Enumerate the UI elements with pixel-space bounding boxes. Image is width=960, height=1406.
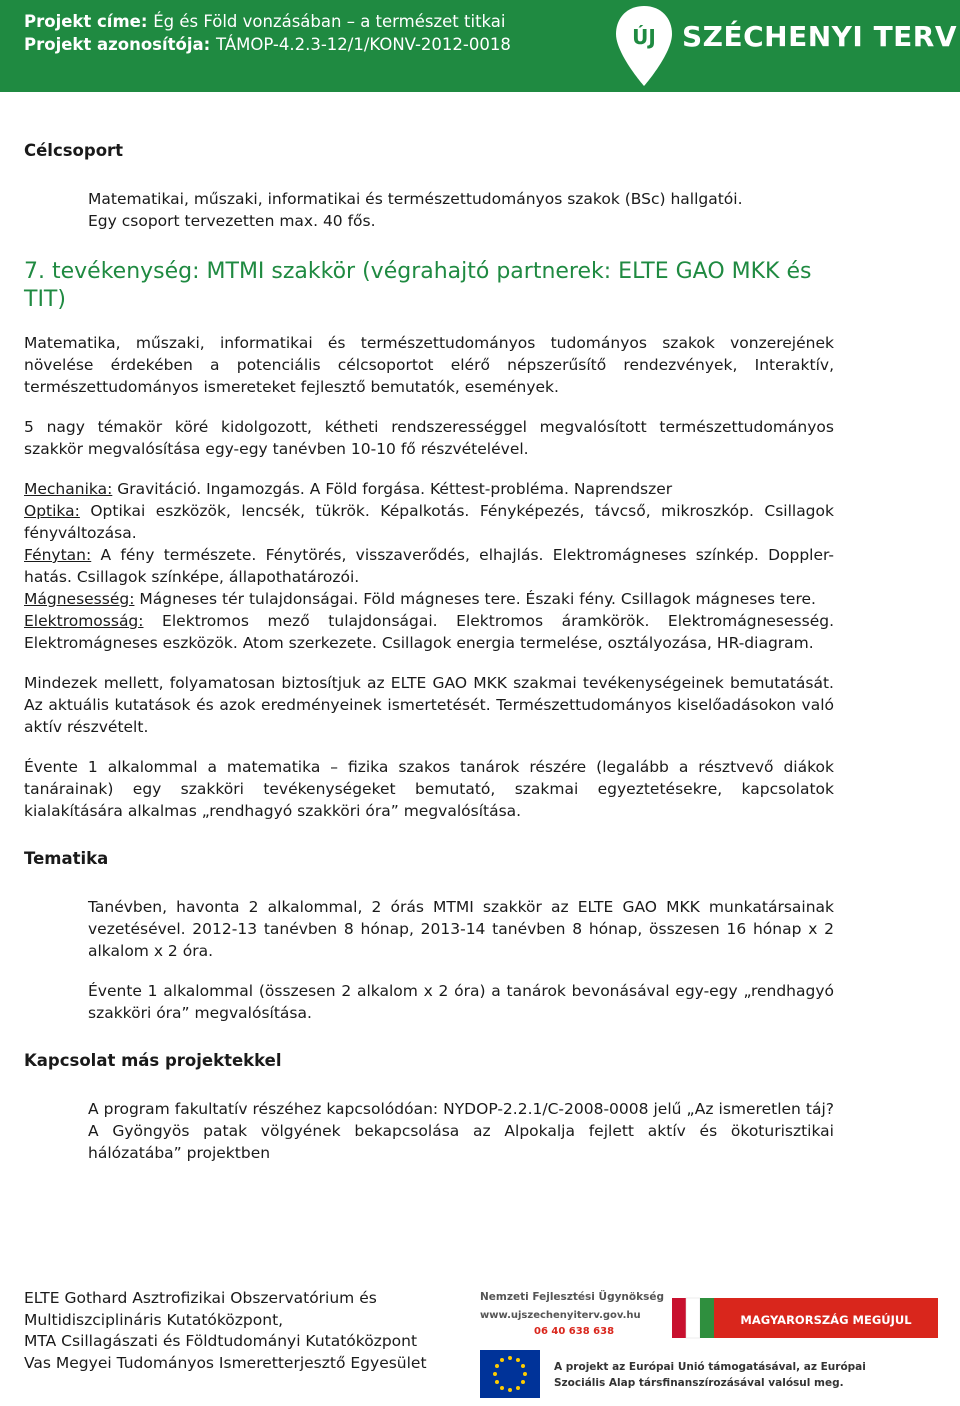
activity-title: 7. tevékenység: MTMI szakkör (végrahajtó partnerek: ELTE GAO MKK és TIT) — [24, 259, 812, 312]
kapcsolat-heading: Kapcsolat más projektekkel — [24, 1051, 282, 1070]
activity-para-4: Évente 1 alkalommal a matematika – fizika szakos tanárok részére (legalább a résztvevő diákok tanárainak) egy szakköri tevékenységeket bemutató, szakmai egyeztetésekre, kapcsolatok kialakítására alkalmas „rendhagyó szakköri óra” megvalósítása. — [24, 758, 834, 820]
topic-magnesesseg — [24, 588, 834, 610]
hungarian-flag-icon — [672, 1298, 714, 1338]
logo-big-text: SZÉCHENYI TERV — [682, 20, 958, 53]
tematika-para-1: Tanévben, havonta 2 alkalommal, 2 órás MTMI szakkör az ELTE GAO MKK munkatársainak vezetésével. 2012-13 tanévben 8 hónap, 2013-14 tanévben 8 hónap, összesen 16 hónap x 2 alkalom x 2 óra. — [88, 898, 834, 960]
nfu-url: www.ujszechenyiterv.gov.hu — [480, 1310, 641, 1321]
nfu-name: Nemzeti Fejlesztési Ügynökség — [480, 1291, 664, 1303]
project-title-label: Projekt címe: — [24, 12, 148, 31]
topic-label: Optika: — [24, 502, 80, 520]
topic-text: Optikai eszközök, lencsék, tükrök. Képalkotás. Fényképezés, távcső, mikroszkóp. Csillagok fényváltozása. — [24, 502, 834, 542]
celcsoport-heading: Célcsoport — [24, 141, 124, 160]
footer-line: Multidiszciplináris Kutatóközpont, — [24, 1310, 284, 1329]
activity-para-3: Mindezek mellett, folyamatosan biztosítjuk az ELTE GAO MKK szakmai tevékenységeinek bemutatását. Az aktuális kutatások és azok eredményeinek ismertetését. Természettudományos kiselőadásokon való aktív részvételt. — [24, 674, 834, 736]
map-pin-icon — [612, 4, 676, 88]
topic-elektromossag — [24, 610, 834, 654]
topic-mechanika — [24, 478, 834, 500]
footer-line: Vas Megyei Tudományos Ismeretterjesztő Egyesület — [24, 1353, 427, 1372]
topic-optika — [24, 500, 834, 544]
kapcsolat-para: A program fakultatív részéhez kapcsolódóan: NYDOP-2.2.1/C-2008-0008 jelű „Az ismeretlen táj? A Gyöngyös patak völgyének bekapcsolása az Alpokalja fejlett aktív és ökoturisztikai hálózatába” projektben — [88, 1100, 834, 1162]
topic-text: Elektromos mező tulajdonságai. Elektromos áramkörök. Elektromágnesesség. Elektromágneses eszközök. Atom szerkezete. Csillagok energia termelése, osztályozása, HR-diagram. — [24, 612, 834, 652]
footer-line: ELTE Gothard Asztrofizikai Obszervatórium és — [24, 1289, 377, 1307]
topic-label: Fénytan: — [24, 546, 92, 564]
footer — [0, 1278, 960, 1406]
tematika-block — [88, 896, 834, 1024]
topic-text: Mágneses tér tulajdonságai. Föld mágneses tere. Északi fény. Csillagok mágneses tere. — [134, 590, 816, 608]
project-info — [24, 10, 511, 56]
activity-para-2: 5 nagy témakör köré kidolgozott, kétheti rendszerességgel megvalósított természettudományos szakkör megvalósítása egy-egy tanévben 10-10 fő részvételével. — [24, 418, 834, 458]
eu-note-1: A projekt az Európai Unió támogatásával, az Európai — [554, 1361, 866, 1373]
nfu-phone: 06 40 638 638 — [534, 1326, 615, 1337]
header-bar — [0, 0, 960, 92]
document-body — [24, 140, 834, 1164]
topic-text: A fény természete. Fénytörés, visszaverődés, elhajlás. Elektromágneses színkép. Doppler-hatás. Csillagok színképe, állapothatározói. — [24, 546, 834, 586]
topic-text: Gravitáció. Ingamozgás. A Föld forgása. Kéttest-probléma. Naprendszer — [112, 480, 673, 498]
eu-flag-icon — [480, 1350, 540, 1398]
eu-note-2: Szociális Alap társfinanszírozásával valósul meg. — [554, 1377, 844, 1389]
szechenyi-terv-logo — [612, 4, 958, 88]
topic-label: Mágnesesség: — [24, 590, 135, 608]
project-id-value: TÁMOP-4.2.3-12/1/KONV-2012-0018 — [216, 35, 511, 54]
topic-fenytan — [24, 544, 834, 588]
funding-logos — [476, 1284, 946, 1404]
tematika-heading: Tematika — [24, 849, 109, 868]
celcsoport-block — [88, 188, 834, 232]
project-title-row — [24, 10, 511, 33]
logo-small-text: ÚJ — [632, 25, 656, 49]
activity-para-1: Matematika, műszaki, informatikai és természettudományos tudományos szakok vonzerejének növelése érdekében a potenciális célcsoportot elérő népszerűsítő rendezvények, Interaktív, természettudományos ismereteket fejlesztő bemutatók, események. — [24, 334, 834, 396]
project-title-value: Ég és Föld vonzásában – a természet titkai — [153, 12, 506, 31]
topic-label: Mechanika: — [24, 480, 113, 498]
megujul-text: MAGYARORSZÁG MEGÚJUL — [740, 1313, 912, 1327]
footer-institutions — [24, 1288, 427, 1374]
tematika-para-2: Évente 1 alkalommal (összesen 2 alkalom x 2 óra) a tanárok bevonásával egy-egy „rendhagyó szakköri óra” megvalósítása. — [88, 982, 834, 1022]
topic-label: Elektromosság: — [24, 612, 144, 630]
celcsoport-line-1: Matematikai, műszaki, informatikai és természettudományos szakok (BSc) hallgatói. — [88, 190, 743, 208]
topic-list — [24, 478, 834, 654]
footer-line: MTA Csillagászati és Földtudományi Kutatóközpont — [24, 1332, 418, 1350]
kapcsolat-block — [88, 1098, 834, 1164]
celcsoport-line-2: Egy csoport tervezetten max. 40 fős. — [88, 212, 376, 230]
project-id-label: Projekt azonosítója: — [24, 35, 211, 54]
project-id-row — [24, 33, 511, 56]
